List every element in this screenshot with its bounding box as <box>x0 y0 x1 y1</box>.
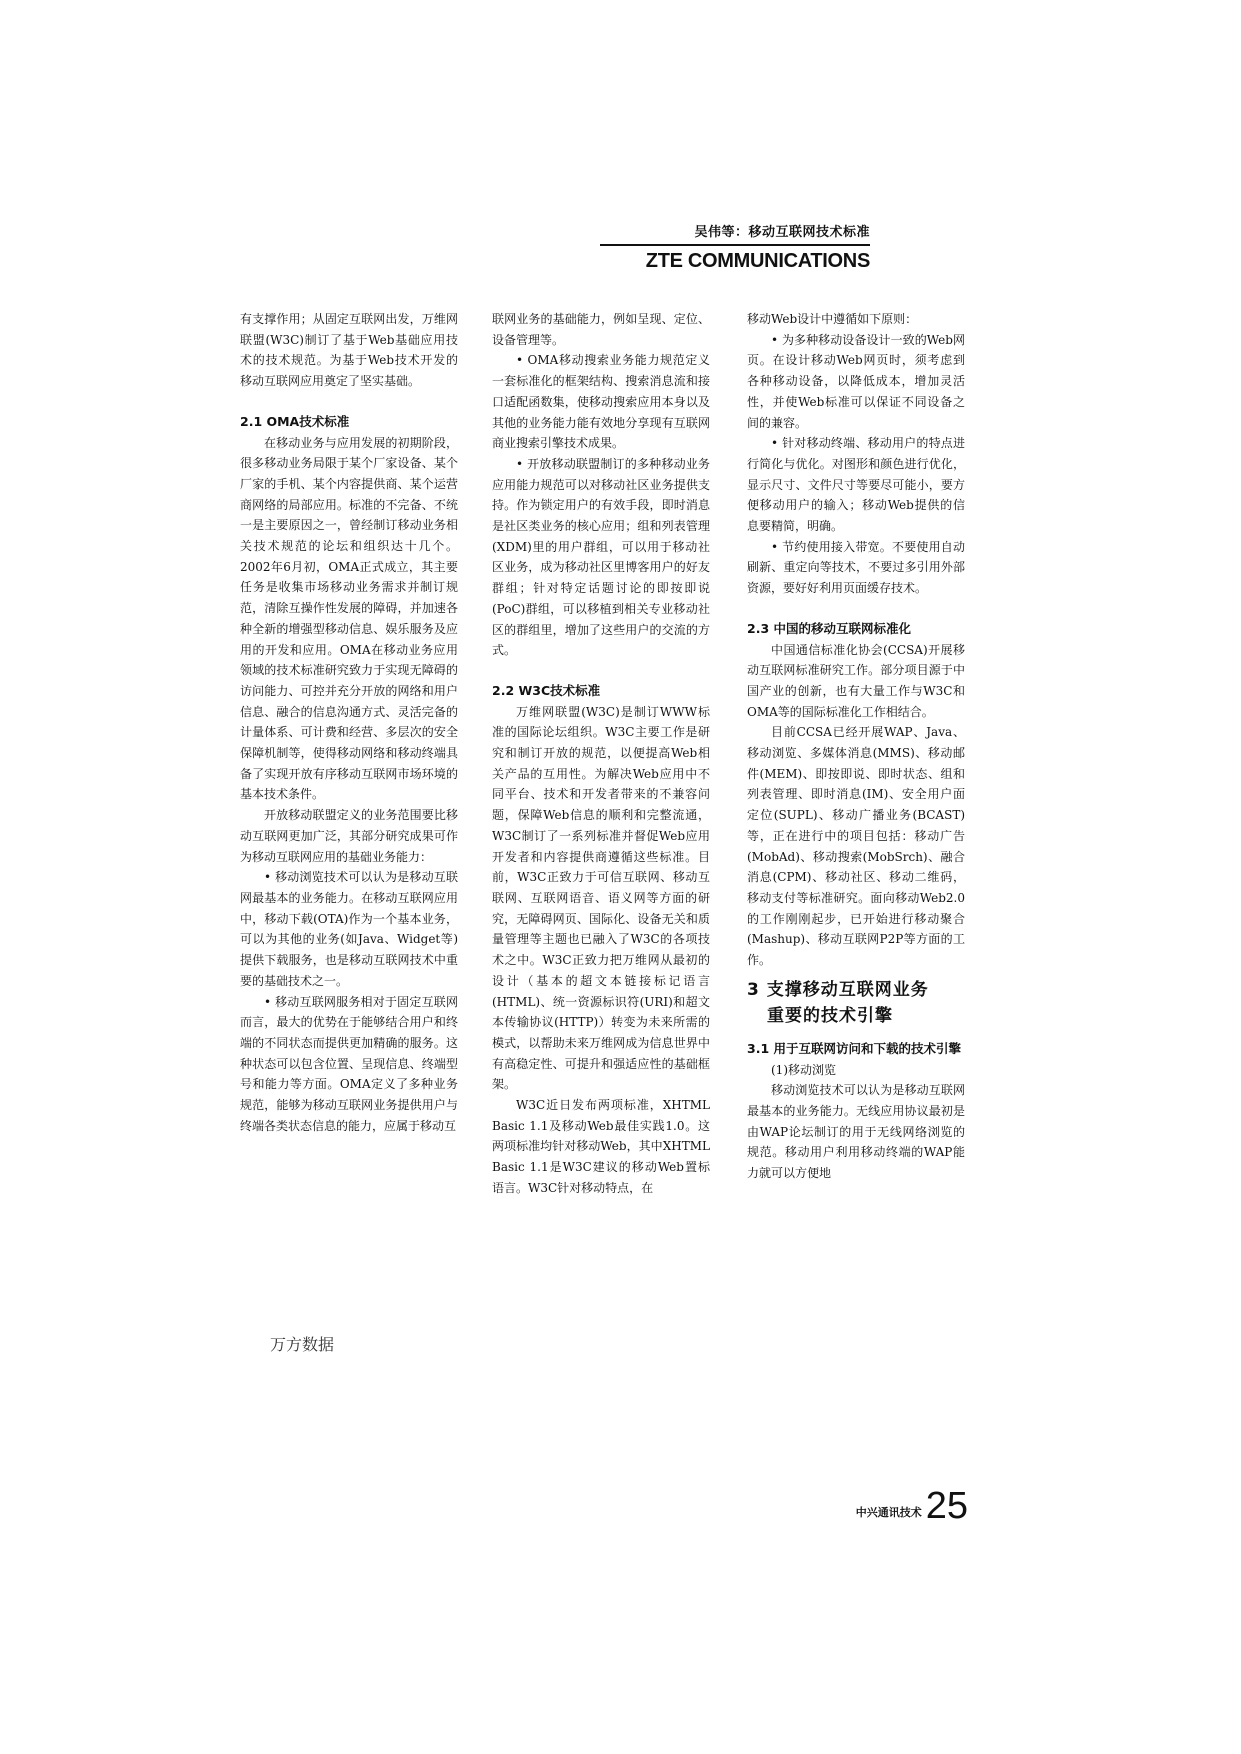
spacer <box>492 661 710 681</box>
paragraph: 在移动业务与应用发展的初期阶段，很多移动业务局限于某个厂家设备、某个厂家的手机、某个内容提供商、某个运营商网络的局部应用。标准的不完备、不统一是主要原因之一，曾经制订移动业务相关技术规范的论坛和组织达十几个。2002年6月初，OMA正式成立，其主要任务是收集市场移动业务需求并制订规范，清除互操作性发展的障碍，并加速各种全新的增强型移动信息、娱乐服务及应用的开发和应用。OMA在移动业务应用领域的技术标准研究致力于实现无障碍的访问能力、可控并充分开放的网络和用户信息、融合的信息沟通方式、灵活完备的计量体系、可计费和经营、多层次的安全保障机制等，使得移动网络和移动终端具备了实现开放有序移动互联网市场环境的基本技术条件。 <box>240 435 458 802</box>
section-heading-2-3: 2.3 中国的移动互联网标准化 <box>747 620 911 636</box>
bullet-paragraph: • 开放移动联盟制订的多种移动业务应用能力规范可以对移动社区业务提供支持。作为锁定用户的有效手段，即时消息是社区类业务的核心应用；组和列表管理(XDM)里的用户群组，可以用于移动社区业务，成为移动社区里博客用户的好友群组；针对特定话题讨论的即按即说(PoC)群组，可以移植到相关专业移动社区的群组里，增加了这些用户的交流的方式。 <box>492 456 710 658</box>
paragraph: 中国通信标准化协会(CCSA)开展移动互联网标准研究工作。部分项目源于中国产业的创新，也有大量工作与W3C和OMA等的国际标准化工作相结合。 <box>747 642 965 719</box>
bullet-paragraph: • 移动互联网服务相对于固定互联网而言，最大的优势在于能够结合用户和终端的不同状态而提供更加精确的服务。这种状态可以包含位置、呈现信息、终端型号和能力等方面。OMA定义了多种业务规范，能够为移动互联网业务提供用户与终端各类状态信息的能力，应属于移动互 <box>240 994 458 1133</box>
paragraph: 万维网联盟(W3C)是制订WWW标准的国际论坛组织。W3C主要工作是研究和制订开放的规范，以便提高Web相关产品的互用性。为解决Web应用中不同平台、技术和开发者带来的不兼容问题，保障Web信息的顺利和完整流通，W3C制订了一系列标准并督促Web应用开发者和内容提供商遵循这些标准。目前，W3C正致力于可信互联网、移动互联网、互联网语音、语义网等方面的研究，无障碍网页、国际化、设备无关和质量管理等主题也已融入了W3C的各项技术之中。W3C正致力把万维网从最初的设计（基本的超文本链接标记语言(HTML)、统一资源标识符(URI)和超文本传输协议(HTTP)）转变为未来所需的模式，以帮助未来万维网成为信息世界中有高稳定性、可提升和强适应性的基础框架。 <box>492 704 710 1092</box>
journal-name: ZTE COMMUNICATIONS <box>645 250 870 272</box>
section-heading-2-1: 2.1 OMA技术标准 <box>240 413 350 429</box>
bullet-paragraph: • 为多种移动设备设计一致的Web网页。在设计移动Web网页时，须考虑到各种移动设备，以降低成本，增加灵活性，并使Web标准可以保证不同设备之间的兼容。 <box>747 332 965 430</box>
text-column-1 <box>240 309 458 1136</box>
chapter-heading-line-2: 重要的技术引擎 <box>767 1005 893 1026</box>
paragraph: W3C近日发布两项标准，XHTML Basic 1.1及移动Web最佳实践1.0。这两项标准均针对移动Web，其中XHTML Basic 1.1是W3C建议的移动Web置标语言。W3C针对移动特点，在 <box>492 1098 710 1195</box>
header-rule <box>600 244 870 246</box>
bullet-paragraph: • 针对移动终端、移动用户的特点进行简化与优化。对图形和颜色进行优化，显示尺寸、文件尺寸等要尽可能小，要方便移动用户的输入；移动Web提供的信息要精简，明确。 <box>747 436 965 534</box>
paragraph: 移动Web设计中遵循如下原则： <box>747 312 918 326</box>
bullet-paragraph: • 节约使用接入带宽。不要使用自动刷新、重定向等技术，不要过多引用外部资源，要好好利用页面缓存技术。 <box>747 539 965 596</box>
chapter-heading-line-1: 3 支撑移动互联网业务 <box>747 979 929 1000</box>
article-running-title: 吴伟等：移动互联网技术标准 <box>694 225 870 240</box>
page-footer <box>848 1486 968 1526</box>
running-header <box>600 224 870 273</box>
paragraph: 开放移动联盟定义的业务范围要比移动互联网更加广泛，其部分研究成果可作为移动互联网应用的基础业务能力： <box>240 808 458 864</box>
paragraph: 联网业务的基础能力，例如呈现、定位、设备管理等。 <box>492 312 710 347</box>
bullet-paragraph: • OMA移动搜索业务能力规范定义一套标准化的框架结构、搜索消息流和接口适配函数集，使移动搜索应用本身以及其他的业务能力能有效地分享现有互联网商业搜索引擎技术成果。 <box>492 353 710 451</box>
bullet-paragraph: • 移动浏览技术可以认为是移动互联网最基本的业务能力。在移动互联网应用中，移动下载(OTA)作为一个基本业务，可以为其他的业务(如Java、Widget等)提供下载服务，也是移动互联网技术中重要的基础技术之一。 <box>240 870 458 988</box>
chapter-heading-3 <box>747 977 965 1029</box>
subsection-heading: (1)移动浏览 <box>771 1062 836 1077</box>
watermark-text: 万方数据 <box>270 1335 335 1354</box>
paragraph: 移动浏览技术可以认为是移动互联网最基本的业务能力。无线应用协议最初是由WAP论坛制订的用于无线网络浏览的规范。移动用户利用移动终端的WAP能力就可以方便地 <box>747 1083 965 1181</box>
section-heading-3-1: 3.1 用于互联网访问和下载的技术引擎 <box>747 1040 961 1056</box>
text-column-2 <box>492 309 710 1199</box>
page-number: 25 <box>925 1485 968 1527</box>
section-heading-2-2: 2.2 W3C技术标准 <box>492 682 601 698</box>
paragraph: 目前CCSA已经开展WAP、Java、移动浏览、多媒体消息(MMS)、移动邮件(MEM)、即按即说、即时状态、组和列表管理、即时消息(IM)、安全用户面定位(SUPL)、移动广播业务(BCAST)等，正在进行中的项目包括：移动广告(MobAd)、移动搜索(MobSrch)、融合消息(CPM)、移动社区、移动二维码，移动支付等标准研究。面向移动Web2.0的工作刚刚起步，已开始进行移动聚合(Mashup)、移动互联网P2P等方面的工作。 <box>747 725 965 968</box>
paragraph: 有支撑作用；从固定互联网出发，万维网联盟(W3C)制订了基于Web基础应用技术的技术规范。为基于Web技术开发的移动互联网应用奠定了坚实基础。 <box>240 312 458 389</box>
journal-name-cn: 中兴通讯技术 <box>855 1506 922 1519</box>
spacer <box>747 599 965 619</box>
spacer <box>240 392 458 412</box>
text-column-3 <box>747 309 965 1184</box>
